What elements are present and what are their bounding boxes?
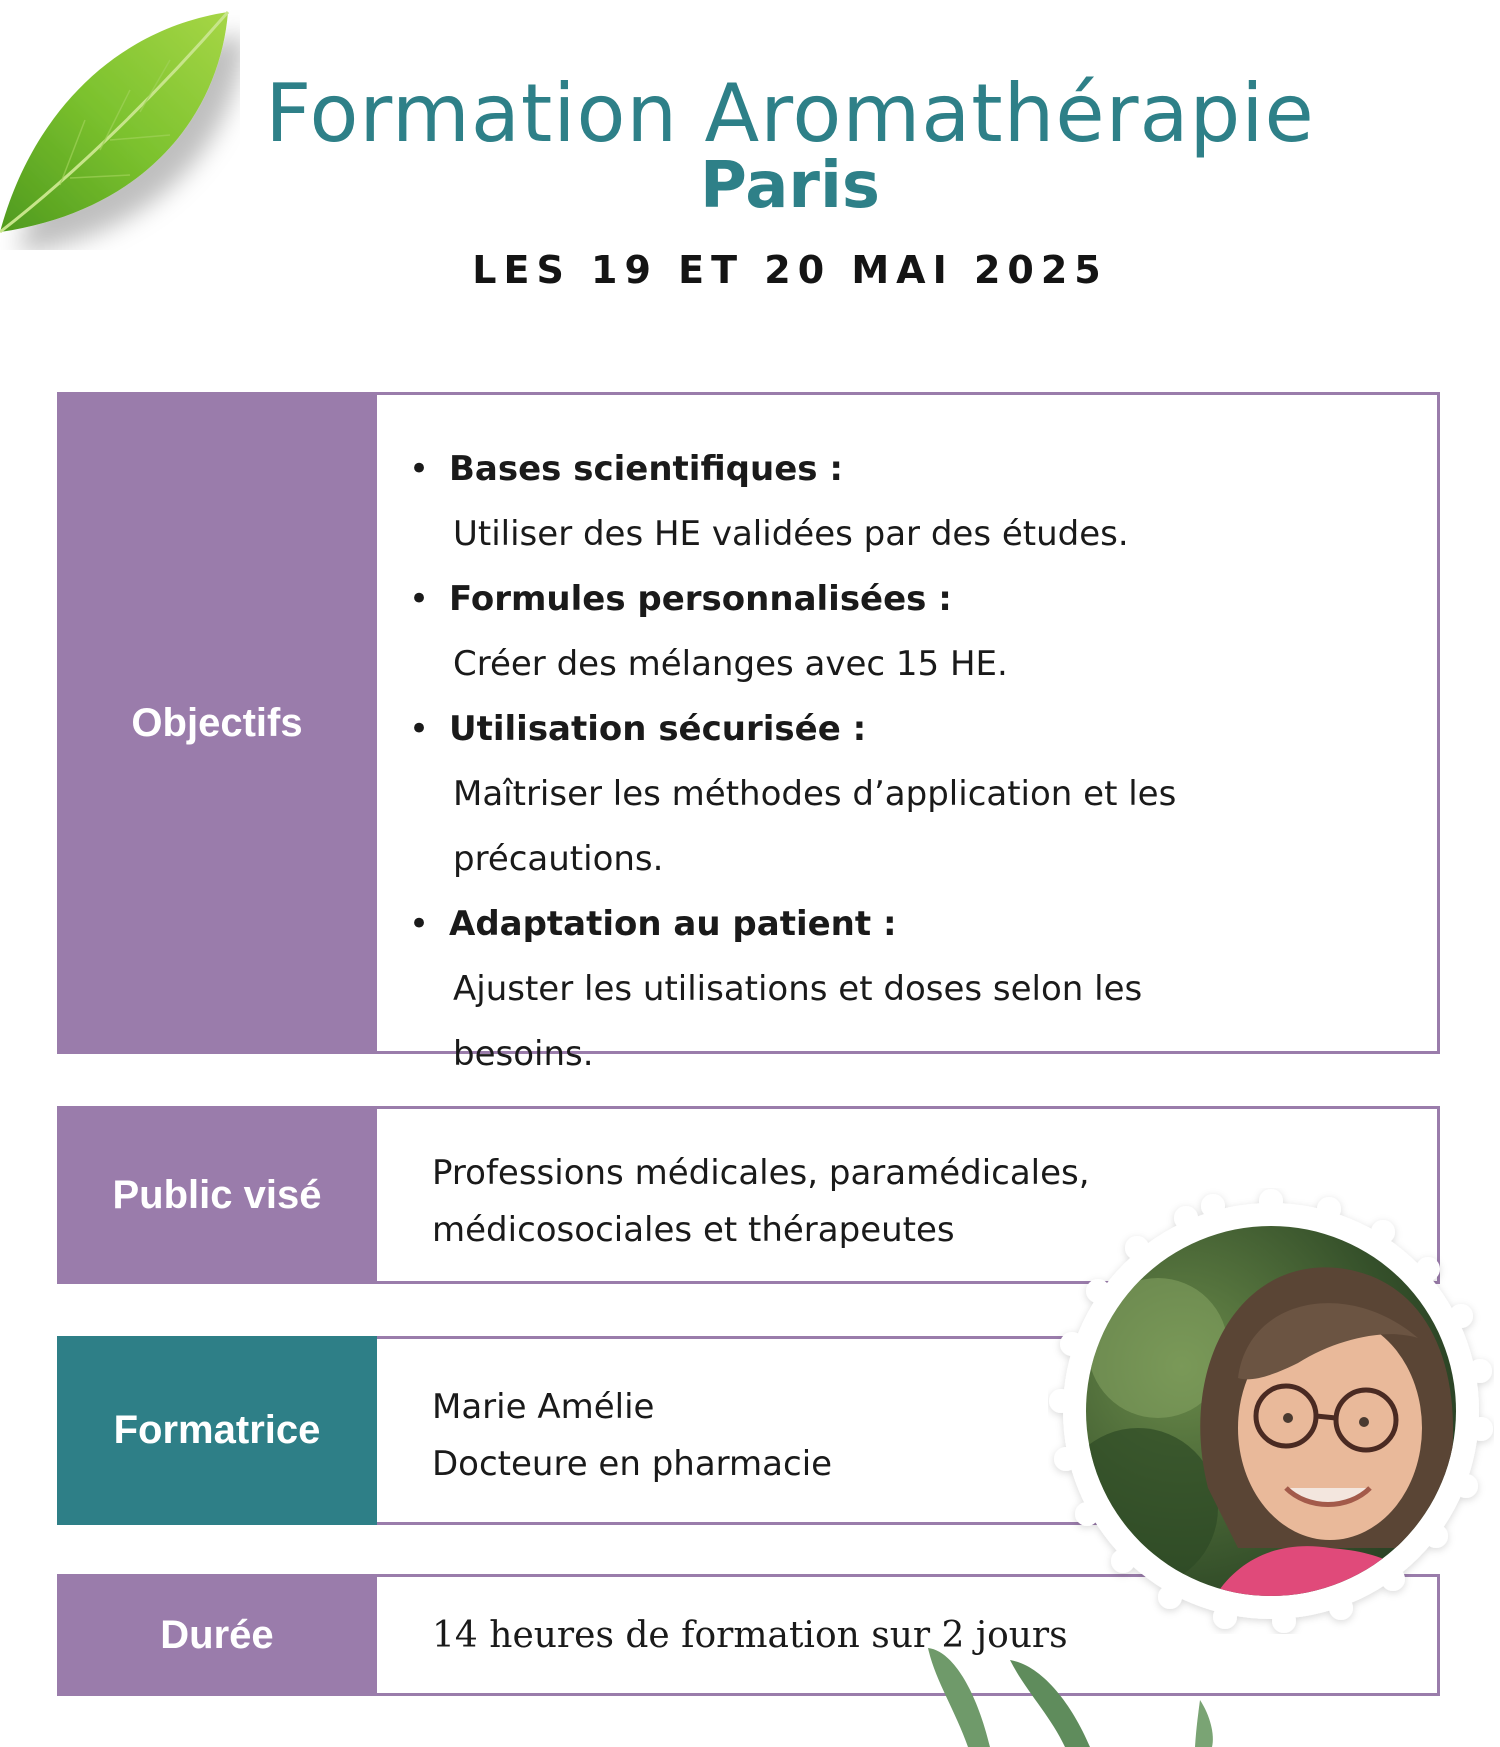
leaf-decoration <box>0 0 240 250</box>
public-line: médicosociales et thérapeutes <box>432 1210 955 1250</box>
bullet-icon: • <box>409 904 430 944</box>
bullet-icon: • <box>409 449 430 489</box>
objectif-description: Utiliser des HE validées par des études. <box>453 514 1129 554</box>
trainer-photo <box>1048 1188 1494 1634</box>
objectif-heading: Formules personnalisées : <box>449 579 952 619</box>
formatrice-title: Docteure en pharmacie <box>432 1444 833 1484</box>
duree-text: 14 heures de formation sur 2 jours <box>432 1614 1068 1656</box>
leaves-decoration <box>920 1640 1240 1747</box>
objectif-heading: Utilisation sécurisée : <box>449 709 867 749</box>
public-line: Professions médicales, paramédicales, <box>432 1153 1090 1193</box>
objectif-item <box>409 567 1437 697</box>
objectifs-content <box>377 392 1440 1074</box>
formatrice-name: Marie Amélie <box>432 1387 655 1427</box>
objectif-heading: Adaptation au patient : <box>449 904 897 944</box>
objectifs-label: Objectifs <box>57 392 377 1054</box>
formatrice-label: Formatrice <box>57 1336 377 1525</box>
page-subtitle: Paris <box>700 149 880 223</box>
public-label: Public visé <box>57 1106 377 1284</box>
objectif-description: Créer des mélanges avec 15 HE. <box>453 644 1008 684</box>
objectifs-row <box>57 392 1440 1074</box>
page-title: Formation Aromathérapie <box>265 67 1315 160</box>
objectif-item <box>409 892 1437 1087</box>
objectif-item <box>409 697 1437 892</box>
duree-label: Durée <box>57 1574 377 1696</box>
bullet-icon: • <box>409 579 430 619</box>
objectif-heading: Bases scientifiques : <box>449 449 843 489</box>
objectif-description: Maîtriser les méthodes d’application et les précautions. <box>453 774 1177 879</box>
objectif-item <box>409 437 1437 567</box>
event-date: LES 19 ET 20 MAI 2025 <box>472 248 1108 292</box>
objectif-description: Ajuster les utilisations et doses selon les besoins. <box>453 969 1143 1074</box>
bullet-icon: • <box>409 709 430 749</box>
